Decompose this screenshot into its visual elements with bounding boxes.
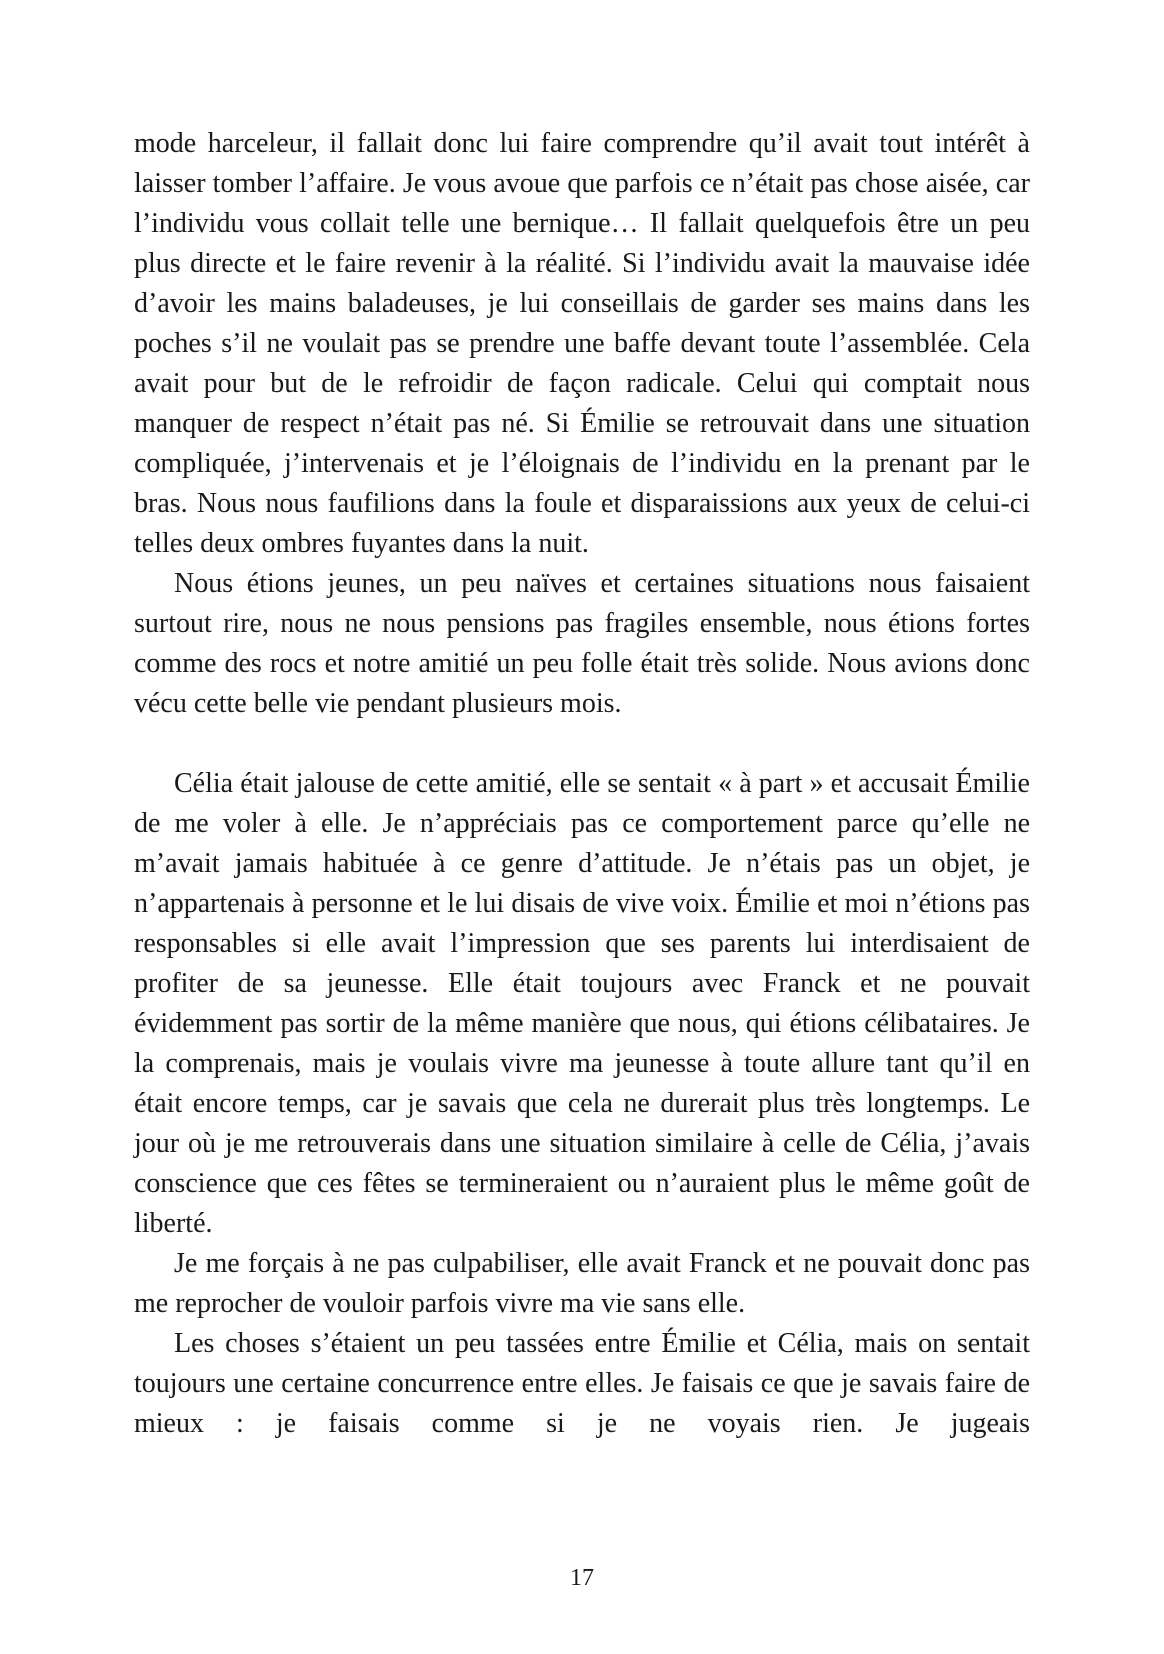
body-text [134,124,1030,1444]
page-number: 17 [570,1565,594,1591]
paragraph-rivalry: Les choses s’étaient un peu tassées entre Émilie et Célia, mais on sentait toujours une certaine concurrence entre elles. Je faisais ce que je savais faire de mieux : je faisais comme si je ne voyais rien. Je jugeais [134,1328,1030,1439]
paragraph-celia-jealousy: Célia était jalouse de cette amitié, elle se sentait « à part » et accusait Émilie de me voler à elle. Je n’appréciais pas ce comportement parce qu’elle ne m’avait jamais habituée à ce genre d’attitude. Je n’étais pas un objet, je n’appartenais à personne et le lui disais de vive voix. Émilie et moi n’étions pas responsables si elle avait l’impression que ses parents lui interdisaient de profiter de sa jeunesse. Elle était toujours avec Franck et ne pouvait évidemment pas sortir de la même manière que nous, qui étions célibataires. Je la comprenais, mais je voulais vivre ma jeunesse à toute allure tant qu’il en était encore temps, car je savais que cela ne durerait plus très longtemps. Le jour où je me retrouverais dans une situation similaire à celle de Célia, j’avais conscience que ces fêtes se termineraient ou n’auraient plus le même goût de liberté. [134,768,1030,1239]
paragraph-continuation: mode harceleur, il fallait donc lui faire comprendre qu’il avait tout intérêt à laisser tomber l’affaire. Je vous avoue que parfois ce n’était pas chose aisée, car l’individu vous collait telle une bernique… Il fallait quelquefois être un peu plus directe et le faire revenir à la réalité. Si l’individu avait la mauvaise idée d’avoir les mains baladeuses, je lui conseillais de garder ses mains dans les poches s’il ne voulait pas se prendre une baffe devant toute l’assemblée. Cela avait pour but de le refroidir de façon radicale. Celui qui comptait nous manquer de respect n’était pas né. Si Émilie se retrouvait dans une situation compliquée, j’intervenais et je l’éloignais de l’individu en la prenant par le bras. Nous nous faufilions dans la foule et disparaissions aux yeux de celui-ci telles deux ombres fuyantes dans la nuit. [134,128,1030,559]
paragraph-friendship: Nous étions jeunes, un peu naïves et certaines situations nous faisaient surtout rire, nous ne nous pensions pas fragiles ensemble, nous étions fortes comme des rocs et notre amitié un peu folle était très solide. Nous avions donc vécu cette belle vie pendant plusieurs mois. [134,568,1030,719]
paragraph-guilt: Je me forçais à ne pas culpabiliser, elle avait Franck et ne pouvait donc pas me reprocher de vouloir parfois vivre ma vie sans elle. [134,1248,1030,1319]
